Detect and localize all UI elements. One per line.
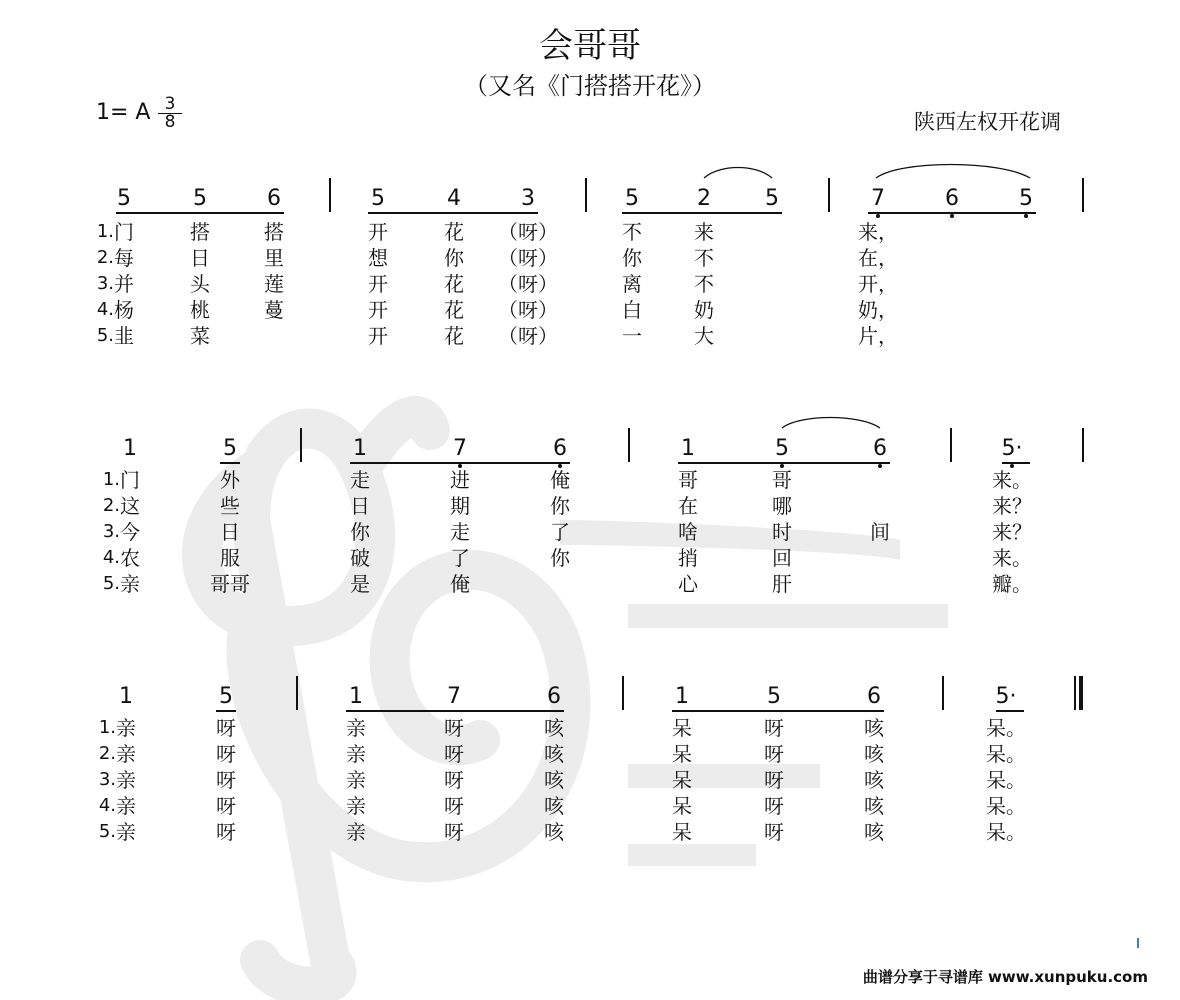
lyric-syllable: 来。 bbox=[992, 546, 1032, 570]
footer-marker bbox=[1137, 938, 1139, 948]
lyric-syllable: 期 bbox=[450, 494, 470, 518]
lyric-syllable: 间 bbox=[870, 520, 890, 544]
note: 6 bbox=[267, 186, 281, 211]
lyric-syllable: 日 bbox=[220, 520, 240, 544]
key-signature: 1= A bbox=[96, 100, 151, 125]
note: 6 bbox=[945, 186, 959, 211]
lyric-syllable: 是 bbox=[350, 572, 370, 596]
lyric-syllable: 桃 bbox=[190, 298, 210, 322]
verse-number: 5. bbox=[98, 821, 116, 842]
lyric-syllable: 花 bbox=[444, 324, 464, 348]
lyric-syllable: 今 bbox=[120, 520, 140, 544]
lyric-syllable: 韭 bbox=[114, 324, 134, 348]
note: 1 bbox=[681, 436, 695, 461]
lyric-syllable: 些 bbox=[220, 494, 240, 518]
lyric-syllable: 呀 bbox=[444, 794, 464, 818]
lyric-syllable: 你 bbox=[550, 494, 570, 518]
lyric-syllable: 呀 bbox=[764, 742, 784, 766]
lyric-syllable: 呆 bbox=[672, 716, 692, 740]
lyric-syllable: 咳 bbox=[544, 794, 564, 818]
lyric-syllable: 时 bbox=[772, 520, 792, 544]
lyric-syllable: 搭 bbox=[264, 220, 284, 244]
page-title: 会哥哥 bbox=[539, 26, 641, 66]
lyric-syllable: 莲 bbox=[264, 272, 284, 296]
lyric-syllable: 亲 bbox=[346, 742, 366, 766]
lyric-syllable: 来， bbox=[858, 220, 898, 244]
time-denominator: 8 bbox=[164, 112, 176, 132]
lyric-syllable: 呀 bbox=[764, 768, 784, 792]
lyric-syllable: 来？ bbox=[992, 520, 1032, 544]
note: 7 bbox=[447, 684, 461, 709]
lyric-syllable: 头 bbox=[190, 272, 210, 296]
lyric-syllable: 不 bbox=[694, 246, 714, 270]
lyric-syllable: 了 bbox=[450, 546, 470, 570]
note: 7 bbox=[453, 436, 467, 461]
lyric-syllable: 咳 bbox=[544, 820, 564, 844]
lyric-syllable: 呀 bbox=[216, 768, 236, 792]
lyric-syllable: 在， bbox=[858, 246, 898, 270]
lyric-syllable: 走 bbox=[450, 520, 470, 544]
lyric-syllable: 呆 bbox=[672, 794, 692, 818]
slur-row2-m3 bbox=[782, 418, 880, 429]
lyric-syllable: 亲 bbox=[346, 716, 366, 740]
note: 6 bbox=[553, 436, 567, 461]
lyric-syllable: 呀 bbox=[216, 716, 236, 740]
lyric-syllable: 亲 bbox=[116, 742, 136, 766]
verse-number: 4. bbox=[96, 299, 114, 320]
lyric-syllable: 来？ bbox=[992, 494, 1032, 518]
lyric-syllable: 片， bbox=[858, 324, 898, 348]
lyric-syllable: 亲 bbox=[346, 820, 366, 844]
lyric-syllable: 离 bbox=[622, 272, 642, 296]
lyric-syllable: 走 bbox=[350, 468, 370, 492]
note: 5 bbox=[1019, 186, 1033, 211]
lyric-syllable: 呀 bbox=[764, 716, 784, 740]
lyric-syllable: 哥 bbox=[772, 468, 792, 492]
lyric-syllable: 农 bbox=[120, 546, 140, 570]
verse-number: 5. bbox=[102, 573, 120, 594]
lyric-syllable: （呀） bbox=[498, 246, 558, 270]
lyric-syllable: 回 bbox=[772, 546, 792, 570]
lyric-syllable: 开 bbox=[368, 298, 388, 322]
lyric-syllable: 呀 bbox=[444, 716, 464, 740]
lyric-syllable: 亲 bbox=[346, 768, 366, 792]
lyric-syllable: 每 bbox=[114, 246, 134, 270]
lyric-syllable: 门 bbox=[120, 468, 140, 492]
lyric-syllable: 你 bbox=[622, 246, 642, 270]
lyric-syllable: 呀 bbox=[764, 820, 784, 844]
verse-number: 3. bbox=[98, 769, 116, 790]
lyric-syllable: 亲 bbox=[116, 716, 136, 740]
verse-number: 2. bbox=[96, 247, 114, 268]
lyric-syllable: 哪 bbox=[772, 494, 792, 518]
lyric-syllable: 你 bbox=[550, 546, 570, 570]
lyric-syllable: 来 bbox=[694, 220, 714, 244]
lyric-syllable: 呆 bbox=[672, 820, 692, 844]
lyric-syllable: 日 bbox=[190, 246, 210, 270]
slur-row1-m4 bbox=[876, 165, 1030, 179]
lyric-syllable: 你 bbox=[444, 246, 464, 270]
lyric-syllable: 呆。 bbox=[986, 794, 1026, 818]
verse-number: 3. bbox=[96, 273, 114, 294]
verse-number: 1. bbox=[96, 221, 114, 242]
lyric-syllable: 哥哥 bbox=[210, 572, 250, 596]
lyric-syllable: 咳 bbox=[864, 794, 884, 818]
note: 5 bbox=[767, 684, 781, 709]
lyric-syllable: 俺 bbox=[550, 468, 570, 492]
slur-row1-m3 bbox=[704, 168, 772, 179]
note: 1 bbox=[675, 684, 689, 709]
lyric-syllable: 进 bbox=[450, 468, 470, 492]
lyric-syllable: 呆 bbox=[672, 768, 692, 792]
note: 5 bbox=[193, 186, 207, 211]
lyric-syllable: （呀） bbox=[498, 298, 558, 322]
lyric-syllable: 了 bbox=[550, 520, 570, 544]
note: 5 bbox=[625, 186, 639, 211]
lyric-syllable: 呀 bbox=[444, 742, 464, 766]
lyric-syllable: 花 bbox=[444, 220, 464, 244]
lyric-syllable: 呆。 bbox=[986, 820, 1026, 844]
lyric-syllable: 开， bbox=[858, 272, 898, 296]
lyric-syllable: （呀） bbox=[498, 272, 558, 296]
lyric-syllable: 门 bbox=[114, 220, 134, 244]
verse-number: 2. bbox=[98, 743, 116, 764]
verse-number: 1. bbox=[102, 469, 120, 490]
lyric-syllable: 日 bbox=[350, 494, 370, 518]
lyric-syllable: 外 bbox=[220, 468, 240, 492]
song-origin: 陕西左权开花调 bbox=[914, 110, 1061, 134]
lyric-syllable: 呀 bbox=[764, 794, 784, 818]
lyric-syllable: 俺 bbox=[450, 572, 470, 596]
lyric-syllable: 啥 bbox=[678, 520, 698, 544]
lyric-syllable: 瓣。 bbox=[992, 572, 1032, 596]
page-subtitle: （又名《门搭搭开花》） bbox=[464, 72, 716, 100]
lyric-syllable: 杨 bbox=[114, 298, 134, 322]
lyric-syllable: 呀 bbox=[216, 794, 236, 818]
lyric-syllable: 花 bbox=[444, 272, 464, 296]
lyric-syllable: 呀 bbox=[216, 742, 236, 766]
lyric-syllable: 呀 bbox=[444, 820, 464, 844]
lyric-syllable: 不 bbox=[694, 272, 714, 296]
note: 5 bbox=[371, 186, 385, 211]
lyric-syllable: 捎 bbox=[678, 546, 698, 570]
lyric-syllable: 哥 bbox=[678, 468, 698, 492]
verse-number: 3. bbox=[102, 521, 120, 542]
lyric-syllable: 一 bbox=[622, 324, 642, 348]
lyric-syllable: 肝 bbox=[772, 572, 792, 596]
note: 6 bbox=[873, 436, 887, 461]
note: 5 bbox=[117, 186, 131, 211]
note: 5· bbox=[995, 684, 1017, 709]
lyric-syllable: 在 bbox=[678, 494, 698, 518]
lyric-syllable: 亲 bbox=[120, 572, 140, 596]
verse-number: 5. bbox=[96, 325, 114, 346]
lyric-syllable: 白 bbox=[622, 298, 642, 322]
lyric-syllable: 咳 bbox=[864, 820, 884, 844]
lyric-syllable: 呆。 bbox=[986, 768, 1026, 792]
lyric-syllable: 亲 bbox=[346, 794, 366, 818]
lyric-syllable: 咳 bbox=[544, 742, 564, 766]
note: 2 bbox=[697, 186, 711, 211]
verse-number: 4. bbox=[102, 547, 120, 568]
lyric-syllable: 不 bbox=[622, 220, 642, 244]
footer-credit: 曲谱分享于寻谱库 www.xunpuku.com bbox=[862, 968, 1148, 986]
lyric-syllable: 服 bbox=[220, 546, 240, 570]
lyric-syllable: 咳 bbox=[864, 768, 884, 792]
lyric-syllable: 蔓 bbox=[264, 298, 284, 322]
lyric-syllable: 花 bbox=[444, 298, 464, 322]
note: 6 bbox=[867, 684, 881, 709]
lyric-syllable: 呀 bbox=[444, 768, 464, 792]
lyric-syllable: 里 bbox=[264, 246, 284, 270]
lyric-syllable: 破 bbox=[350, 546, 370, 570]
lyric-syllable: 开 bbox=[368, 272, 388, 296]
note: 5· bbox=[1001, 436, 1023, 461]
note: 4 bbox=[447, 186, 461, 211]
lyric-syllable: 奶 bbox=[694, 298, 714, 322]
note: 5 bbox=[765, 186, 779, 211]
lyric-syllable: 呆。 bbox=[986, 742, 1026, 766]
note: 1 bbox=[349, 684, 363, 709]
lyric-syllable: 开 bbox=[368, 220, 388, 244]
lyric-syllable: 并 bbox=[114, 272, 134, 296]
note: 5 bbox=[223, 436, 237, 461]
lyric-syllable: 亲 bbox=[116, 794, 136, 818]
lyric-syllable: 呆。 bbox=[986, 716, 1026, 740]
verse-number: 2. bbox=[102, 495, 120, 516]
note: 1 bbox=[119, 684, 133, 709]
lyric-syllable: 想 bbox=[368, 246, 388, 270]
lyric-syllable: 呀 bbox=[216, 820, 236, 844]
note: 1 bbox=[353, 436, 367, 461]
lyric-syllable: 搭 bbox=[190, 220, 210, 244]
time-numerator: 3 bbox=[158, 96, 182, 114]
lyric-syllable: 亲 bbox=[116, 820, 136, 844]
lyric-syllable: 开 bbox=[368, 324, 388, 348]
lyric-syllable: 亲 bbox=[116, 768, 136, 792]
lyric-syllable: 咳 bbox=[864, 742, 884, 766]
lyric-syllable: 心 bbox=[678, 572, 698, 596]
verse-number: 1. bbox=[98, 717, 116, 738]
lyric-syllable: 这 bbox=[120, 494, 140, 518]
note: 6 bbox=[547, 684, 561, 709]
note: 7 bbox=[871, 186, 885, 211]
verse-number: 4. bbox=[98, 795, 116, 816]
lyric-syllable: 来。 bbox=[992, 468, 1032, 492]
note: 1 bbox=[123, 436, 137, 461]
lyric-syllable: 你 bbox=[350, 520, 370, 544]
note: 5 bbox=[775, 436, 789, 461]
lyric-syllable: （呀） bbox=[498, 220, 558, 244]
lyric-syllable: 奶， bbox=[858, 298, 898, 322]
note: 3 bbox=[521, 186, 535, 211]
lyric-syllable: 咳 bbox=[544, 768, 564, 792]
lyric-syllable: 大 bbox=[694, 324, 714, 348]
lyric-syllable: （呀） bbox=[498, 324, 558, 348]
lyric-syllable: 菜 bbox=[190, 324, 210, 348]
note: 5 bbox=[219, 684, 233, 709]
lyric-syllable: 呆 bbox=[672, 742, 692, 766]
lyric-syllable: 咳 bbox=[864, 716, 884, 740]
lyric-syllable: 咳 bbox=[544, 716, 564, 740]
